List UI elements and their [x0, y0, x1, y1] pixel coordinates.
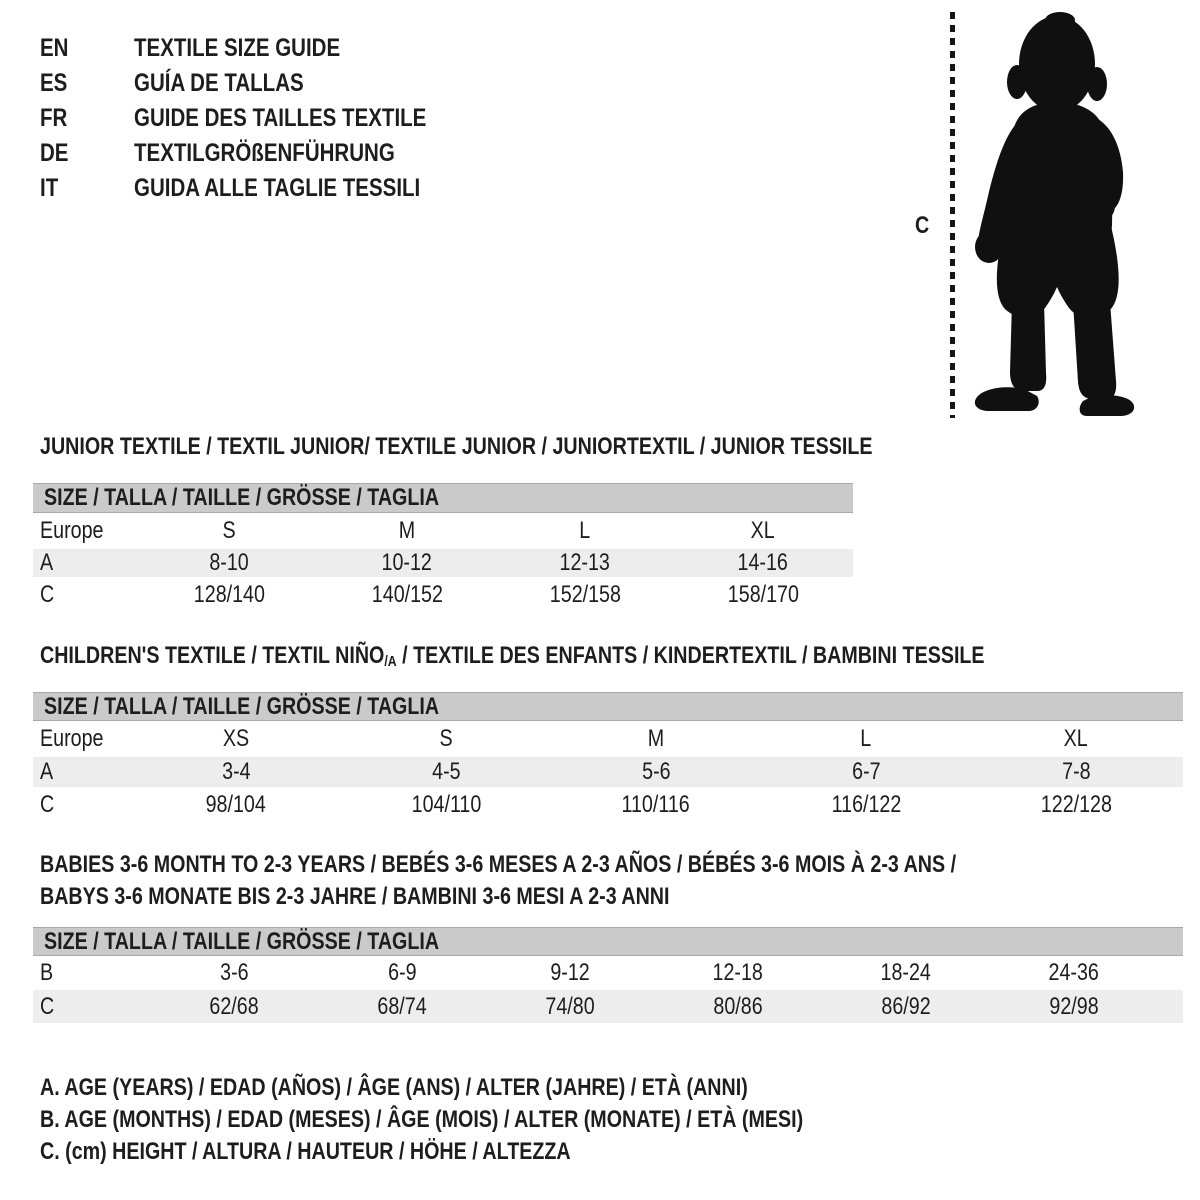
table-row — [33, 990, 1183, 1023]
row-label: A — [40, 758, 54, 785]
table-cell: 62/68 — [209, 992, 259, 1020]
table-cell: 92/98 — [1049, 992, 1099, 1020]
height-measure-label: C — [915, 212, 930, 239]
column-header: L — [579, 517, 591, 544]
table-cell: 9-12 — [550, 959, 590, 986]
table-cell: 3-6 — [219, 959, 249, 986]
table-cell: 18-24 — [880, 959, 932, 986]
legend-line-b: B. AGE (MONTHS) / EDAD (MESES) / ÂGE (MOIS) / ALTER (MONATE) / ETÀ (MESI) — [40, 1106, 804, 1133]
table-cell: 80/86 — [713, 992, 763, 1020]
table-cell: 3-4 — [221, 758, 251, 785]
row-label: A — [40, 549, 54, 576]
children-section-heading: CHILDREN'S TEXTILE / TEXTIL NIÑO/A / TEXTILE DES ENFANTS / KINDERTEXTIL / BAMBINI TESSILE — [40, 642, 985, 670]
size-header-band: SIZE / TALLA / TAILLE / GRÖSSE / TAGLIA — [33, 692, 1183, 721]
region-label: Europe — [40, 517, 104, 544]
column-header: XL — [1063, 725, 1089, 752]
language-title: GUÍA DE TALLAS — [134, 69, 304, 97]
babies-size-table — [33, 927, 1183, 1023]
language-row — [40, 101, 491, 136]
height-measure-dashed-line — [950, 12, 955, 418]
children-size-table — [33, 692, 1183, 823]
column-header: XS — [222, 725, 250, 752]
column-header: M — [647, 725, 665, 752]
row-label: C — [40, 791, 55, 818]
table-row — [33, 956, 1183, 990]
heading-subscript: /A — [384, 653, 397, 670]
table-cell: 122/128 — [1040, 791, 1112, 818]
column-header-row — [33, 721, 1183, 757]
junior-section-heading: JUNIOR TEXTILE / TEXTIL JUNIOR/ TEXTILE JUNIOR / JUNIORTEXTIL / JUNIOR TESSILE — [40, 433, 873, 460]
babies-heading-line2: BABYS 3-6 MONATE BIS 2-3 JAHRE / BAMBINI 3-6 MESI A 2-3 ANNI — [40, 883, 670, 910]
language-row — [40, 171, 491, 206]
column-header: L — [860, 725, 872, 752]
column-header: S — [439, 725, 453, 752]
table-cell: 152/158 — [549, 581, 621, 608]
table-row — [33, 757, 1183, 787]
size-header-band: SIZE / TALLA / TAILLE / GRÖSSE / TAGLIA — [33, 483, 853, 513]
column-header: S — [222, 517, 236, 544]
table-cell: 158/170 — [727, 581, 799, 608]
toddler-silhouette-icon — [960, 10, 1142, 420]
column-header: M — [398, 517, 416, 544]
table-cell: 116/122 — [831, 791, 901, 818]
table-cell: 10-12 — [381, 549, 433, 576]
column-header-row — [33, 513, 853, 549]
babies-section-heading — [40, 849, 1157, 913]
language-code: FR — [40, 104, 68, 132]
language-code: DE — [40, 139, 69, 167]
legend-line-c: C. (cm) HEIGHT / ALTURA / HAUTEUR / HÖHE / ALTEZZA — [40, 1138, 571, 1165]
legend-line-a: A. AGE (YEARS) / EDAD (AÑOS) / ÂGE (ANS) / ALTER (JAHRE) / ETÀ (ANNI) — [40, 1074, 748, 1101]
language-title: GUIDA ALLE TAGLIE TESSILI — [134, 174, 421, 202]
table-cell: 4-5 — [431, 758, 461, 785]
table-cell: 140/152 — [371, 581, 443, 608]
language-code: EN — [40, 34, 69, 62]
language-row — [40, 31, 491, 66]
table-cell: 6-9 — [387, 959, 417, 986]
table-cell: 6-7 — [851, 758, 881, 785]
table-cell: 8-10 — [209, 549, 249, 576]
table-cell: 110/116 — [621, 791, 691, 818]
table-cell: 14-16 — [737, 549, 789, 576]
table-cell: 98/104 — [205, 791, 267, 818]
table-cell: 68/74 — [377, 992, 427, 1020]
table-cell: 128/140 — [193, 581, 265, 608]
table-row — [33, 577, 853, 613]
language-code: ES — [40, 69, 68, 97]
table-cell: 74/80 — [545, 992, 595, 1020]
table-row — [33, 787, 1183, 823]
language-row — [40, 136, 491, 171]
column-header: XL — [750, 517, 776, 544]
language-code: IT — [40, 174, 59, 202]
table-cell: 5-6 — [641, 758, 671, 785]
table-cell: 104/110 — [411, 791, 481, 818]
row-label: B — [40, 959, 54, 986]
language-title: GUIDE DES TAILLES TEXTILE — [134, 104, 427, 132]
table-cell: 24-36 — [1048, 959, 1100, 986]
legend — [40, 1072, 971, 1168]
table-cell: 86/92 — [881, 992, 931, 1020]
size-header-band: SIZE / TALLA / TAILLE / GRÖSSE / TAGLIA — [33, 927, 1183, 956]
table-row — [33, 549, 853, 577]
junior-size-table — [33, 483, 853, 613]
table-cell: 12-18 — [712, 959, 764, 986]
table-cell: 7-8 — [1061, 758, 1091, 785]
table-cell: 12-13 — [559, 549, 611, 576]
babies-heading-line1: BABIES 3-6 MONTH TO 2-3 YEARS / BEBÉS 3-6 MESES A 2-3 AÑOS / BÉBÉS 3-6 MOIS À 2-3 ANS / — [40, 851, 957, 878]
language-row — [40, 66, 491, 101]
row-label: C — [40, 581, 55, 608]
row-label: C — [40, 992, 55, 1020]
language-title: TEXTILGRÖßENFÜHRUNG — [134, 139, 395, 167]
language-list — [40, 31, 491, 206]
language-title: TEXTILE SIZE GUIDE — [134, 34, 341, 62]
region-label: Europe — [40, 725, 104, 752]
